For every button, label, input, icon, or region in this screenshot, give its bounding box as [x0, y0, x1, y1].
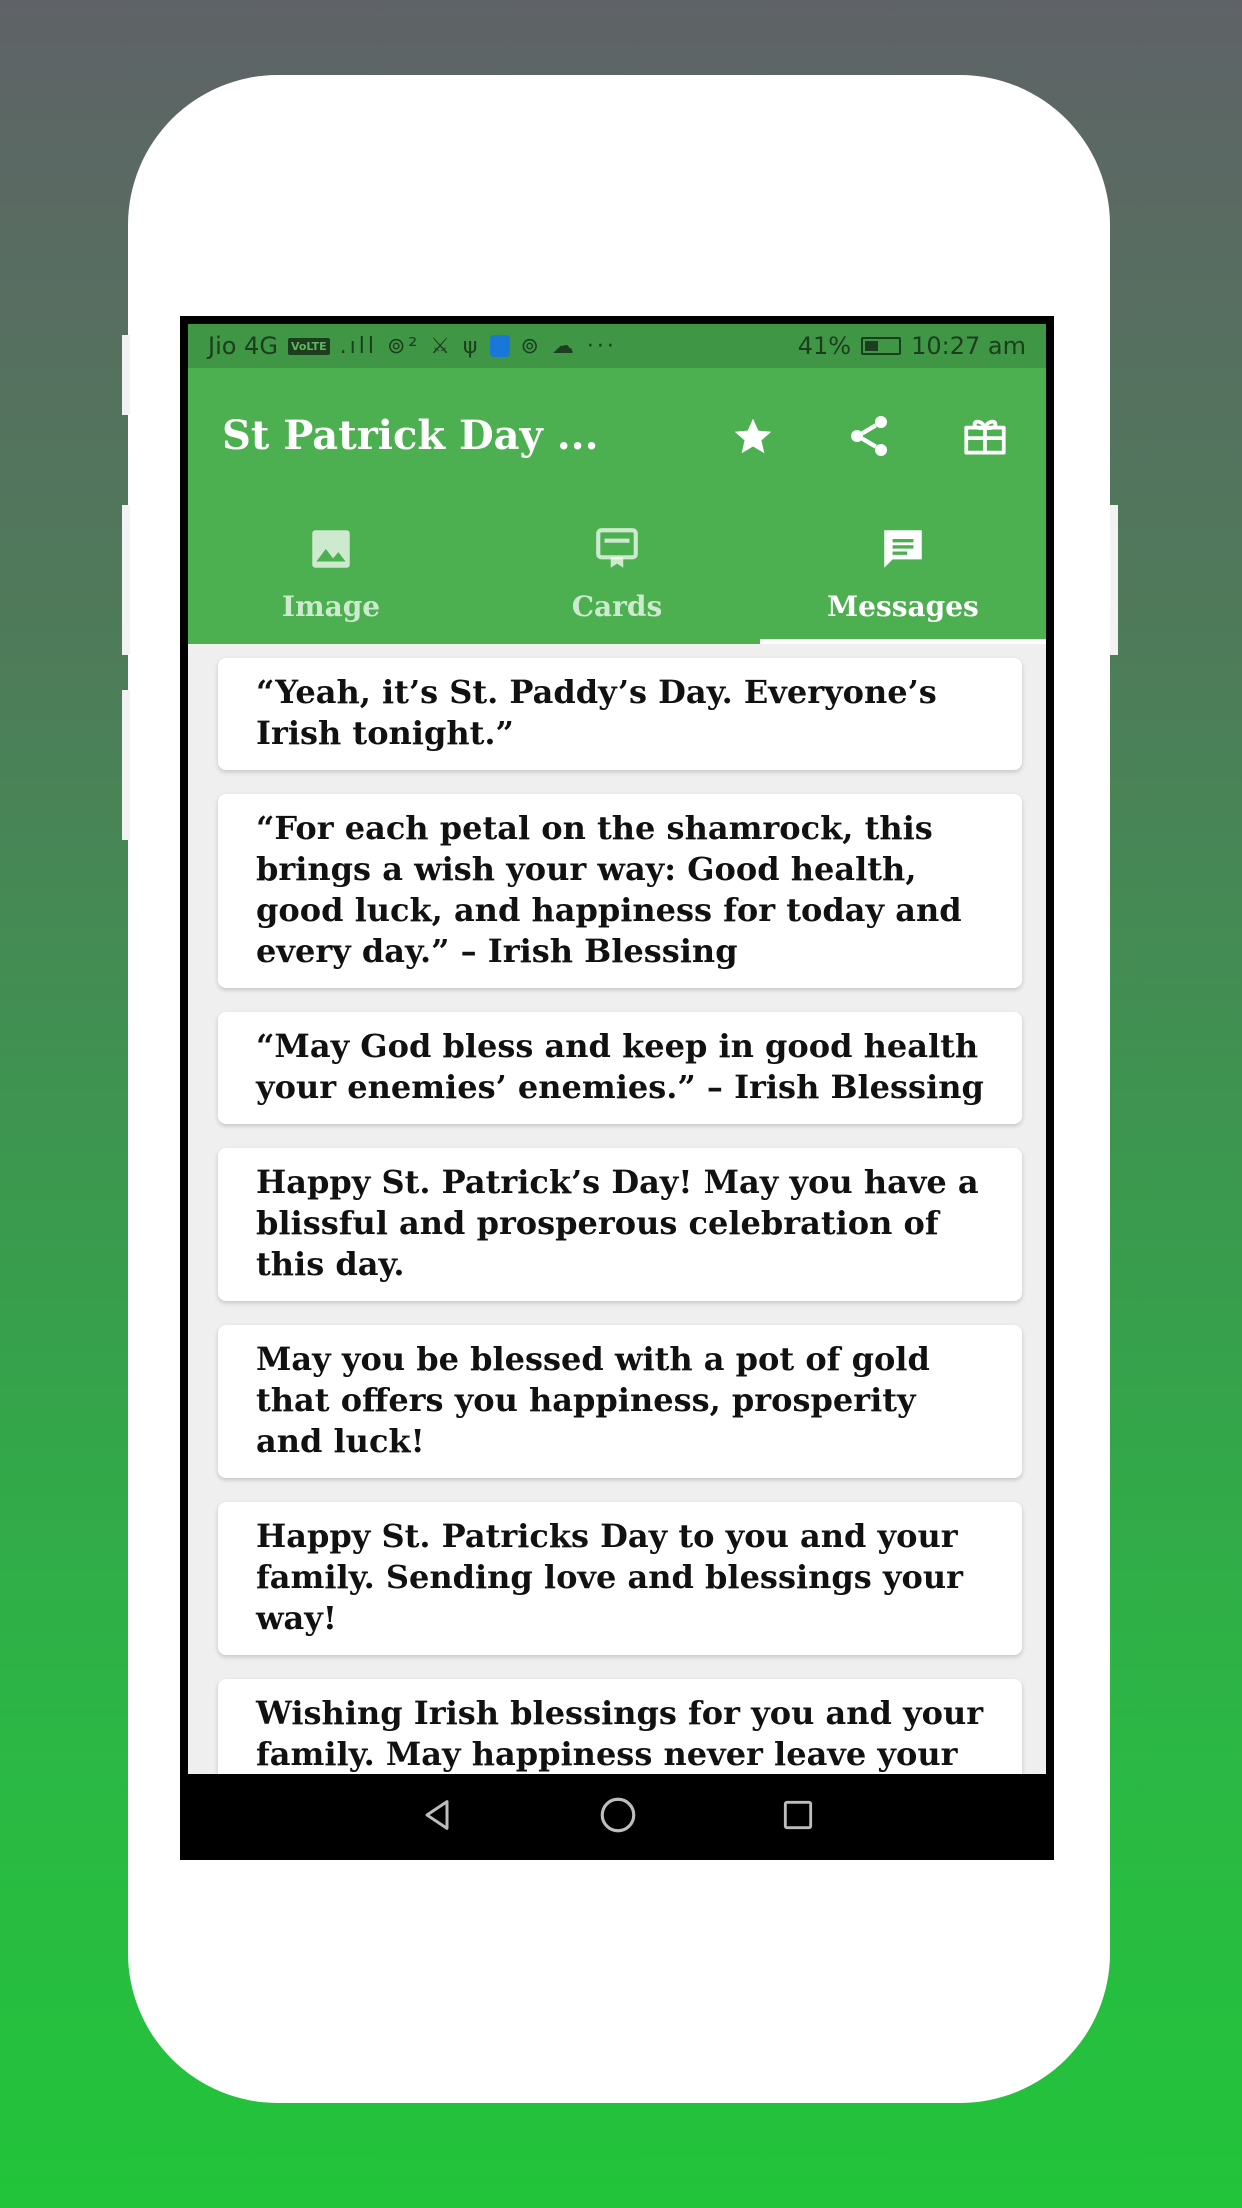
tab-label: Image: [281, 590, 381, 623]
phone-side-button: [122, 690, 130, 840]
share-button[interactable]: [834, 401, 904, 471]
message-card[interactable]: Wishing Irish blessings for you and your family. May happiness never leave your: [218, 1679, 1022, 1832]
message-card[interactable]: Happy St. Patrick’s Day! May you have a blissful and prosperous celebration of this day.: [218, 1148, 1022, 1301]
volte-badge: VoLTE: [288, 338, 330, 355]
tab-bar: [188, 503, 1046, 644]
gift-icon: [960, 411, 1010, 461]
message-card[interactable]: Happy St. Patricks Day to you and your family. Sending love and blessings your way!: [218, 1502, 1022, 1655]
message-card[interactable]: May you be blessed with a pot of gold that offers you happiness, prosperity and luck!: [218, 1325, 1022, 1478]
share-icon: [845, 412, 893, 460]
message-card[interactable]: “May God bless and keep in good health your enemies’ enemies.” – Irish Blessing: [218, 1012, 1022, 1124]
status-icons-extra: ⊚ ☁ ···: [520, 333, 617, 359]
message-card[interactable]: “Yeah, it’s St. Paddy’s Day. Everyone’s Irish tonight.”: [218, 658, 1022, 770]
battery-icon: [861, 337, 901, 355]
tab-image[interactable]: [188, 503, 474, 644]
recents-button[interactable]: [779, 1796, 817, 1838]
gift-button[interactable]: [950, 401, 1020, 471]
battery-fill: [865, 341, 878, 351]
battery-percent: 41%: [797, 332, 852, 360]
home-button[interactable]: [597, 1794, 639, 1840]
phone-screen: [180, 316, 1054, 1860]
image-icon: [306, 524, 356, 574]
shield-icon: [490, 335, 510, 357]
system-nav-bar: [188, 1774, 1046, 1860]
clock: 10:27 am: [911, 332, 1026, 360]
tab-label: Cards: [571, 590, 663, 623]
message-icon: [877, 524, 929, 574]
phone-side-button: [122, 335, 130, 415]
status-icons: .ıll ⊚² ⚔ ψ: [339, 333, 481, 359]
messages-list: [188, 644, 1046, 1774]
app-bar: [188, 368, 1046, 503]
tab-cards[interactable]: [474, 503, 760, 644]
phone-side-button: [122, 505, 130, 655]
message-card[interactable]: “For each petal on the shamrock, this brings a wish your way: Good health, good luck, and happiness for today and every day.” – Irish Blessing: [218, 794, 1022, 988]
back-button[interactable]: [417, 1795, 457, 1839]
status-bar: [188, 324, 1046, 368]
app-window: [188, 324, 1046, 1860]
home-icon: [597, 1794, 639, 1836]
tab-label: Messages: [827, 590, 979, 623]
card-icon: [590, 524, 644, 574]
recents-icon: [779, 1796, 817, 1834]
carrier-label: Jio 4G: [208, 332, 278, 360]
phone-side-button: [1110, 505, 1118, 655]
back-icon: [417, 1795, 457, 1835]
tab-messages[interactable]: [760, 503, 1046, 644]
app-title: St Patrick Day ...: [222, 412, 599, 459]
star-icon: [731, 414, 775, 458]
favorite-button[interactable]: [718, 401, 788, 471]
